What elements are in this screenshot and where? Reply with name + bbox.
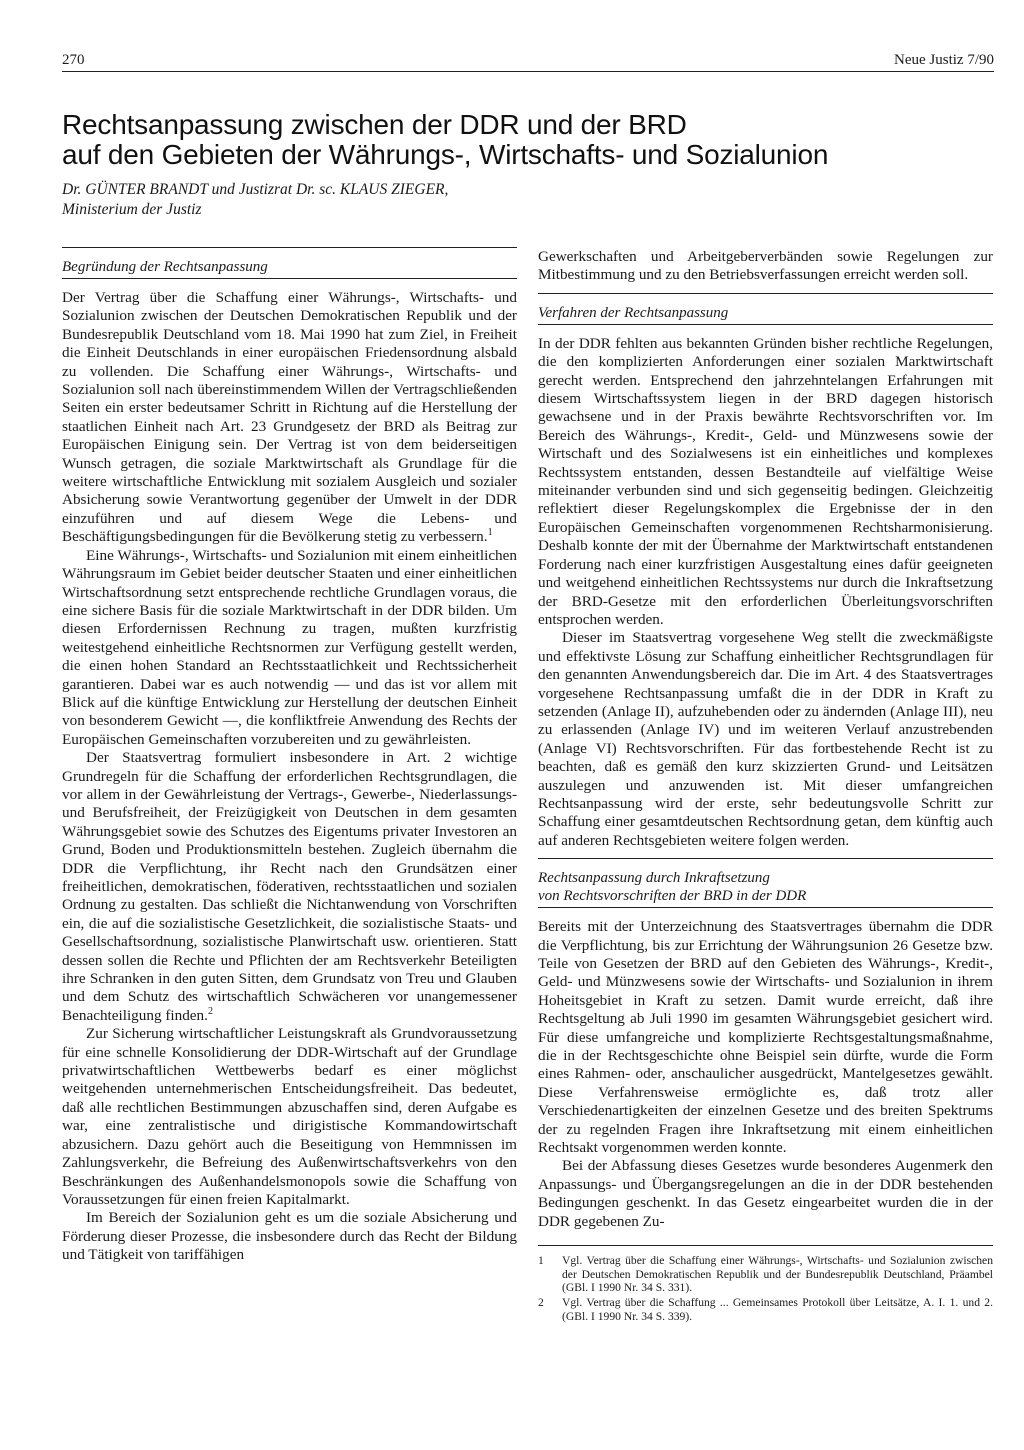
section-heading-text: von Rechtsvorschriften der BRD in der DDR xyxy=(538,888,807,905)
paragraph: Dieser im Staatsvertrag vorgesehene Weg stellt die zweckmäßigste und effektivste Lösung zur Schaffung einheitlicher Rechtsgrundlagen für den genannten Anwendungsbereich dar. Die im Art. 4 des Staatsvertrages vorgesehene Rechtsanpassung umfaßt die in der DDR in Kraft zu setzenden (Anlage II), aufzuhebenden oder zu ändernden (Anlage III), neu zu erlassenden (Anlage IV) und im weiteren Verlauf anzustrebenden (Anlage VI) Rechtsvorschriften. Für das fortbestehende Recht ist zu beachten, daß es gemäß den kurz skizzierten Grund- und Leitsätzen auszulegen und anzuwenden ist. Mit dieser umfangreichen Rechtsanpassung wird der erste, sehr bedeutungsvolle Schritt zur Schaffung einer gesamtdeutschen Rechtsordnung getan, dem künftig auch auf anderen Rechtsgebieten weitere folgen werden. xyxy=(538,629,993,849)
section-heading-text: Verfahren der Rechtsanpassung xyxy=(538,304,729,321)
authors-affiliation: Ministerium der Justiz xyxy=(62,201,202,218)
page-number: 270 xyxy=(62,52,85,68)
left-column xyxy=(62,247,517,1265)
title-line-2: auf den Gebieten der Währungs-, Wirtschafts- und Sozialunion xyxy=(62,139,829,170)
footnote-text: Vgl. Vertrag über die Schaffung ... Gemeinsames Protokoll über Leitsätze, A. I. 1. und 2. (GBl. I 1990 Nr. 34 S. 339). xyxy=(562,1296,993,1323)
section-heading xyxy=(538,858,993,908)
paragraph: Bereits mit der Unterzeichnung des Staatsvertrages übernahm die DDR die Verpflichtung, bis zur Errichtung der Währungsunion 26 Gesetze bzw. Teile von Gesetzen der BRD auf den Gebieten des Währungs-, Kredit-, Geld- und Münzwesens sowie der Wirtschafts- und Sozialunion in ihrem Hoheitsgebiet in Kraft zu setzen. Damit wurde erreicht, daß ihre Rechtsgeltung ab Juli 1990 im gesamten Währungsgebiet gesichert wird. Für diese umfangreiche und komplizierte Rechtsgestaltungsmaßnahme, die in der Rechtsgeschichte ohne Beispiel sein dürfte, wurde die Form eines Rahmen- oder, anschaulicher ausgedrückt, Mantelgesetzes gewählt. Diese Verfahrensweise ermöglichte es, daß trotz aller Verschiedenartigkeiten der einzelnen Gesetze und des breiten Spektrums der zu regelnden Fragen ihre Inkraftsetzung mit einem einheitlichen Rechtsakt vorgenommen werden konnte. xyxy=(538,918,993,1157)
footnote-ref: 2 xyxy=(207,1005,213,1017)
footnotes xyxy=(538,1245,993,1323)
paragraph xyxy=(62,289,517,547)
footnote xyxy=(538,1296,993,1323)
paragraph: Im Bereich der Sozialunion geht es um die soziale Absicherung und Förderung dieser Prozesse, die insbesondere durch das Recht der Bildung und Tätigkeit von tariffähigen xyxy=(62,1209,517,1264)
paragraph: In der DDR fehlten aus bekannten Gründen bisher rechtliche Regelungen, die den komplizierten Anforderungen einer sozialen Marktwirtschaft gerecht werden. Entsprechend den jahrzehntelangen Erfahrungen mit diesem Wirtschaftssystem liegen in der BRD dagegen historisch gewachsene und in der Praxis bewährte Rechtsvorschriften vor. Im Bereich des Währungs-, Kredit-, Geld- und Münzwesens sowie der Wirtschaft und des Sozialwesens ist ein einheitliches und komplexes Rechtssystem entstanden, dessen Bestandteile auf vielfältige Weise miteinander verbunden sind und sich gegenseitig bedingen. Gleichzeitig reflektiert dieser Regelungskomplex die Ergebnisse der in den Europäischen Gemeinschaften vorgenommenen Rechtsharmonisierung. Deshalb konnte der mit der Übernahme der Marktwirtschaft entstandenen Forderung nach einer kurzfristigen Ausgestaltung eines dafür geeigneten und weitgehend einheitlichen Rechtssystems nur durch die Inkraftsetzung der BRD-Gesetze mit den erforderlichen Überleitungsvorschriften entsprochen werden. xyxy=(538,334,993,628)
title-line-1: Rechtsanpassung zwischen der DDR und der BRD xyxy=(62,109,687,140)
paragraph-text: Der Vertrag über die Schaffung einer Währungs-, Wirtschafts- und Sozialunion zwischen der Deutschen Demokratischen Republik und der Bundesrepublik Deutschland vom 18. Mai 1990 hat zum Ziel, in Freiheit die Einheit Deutschlands in einer europäischen Friedensordnung alsbald zu vollenden. Die Schaffung einer Währungs-, Wirtschafts- und Sozialunion soll nach übereinstimmendem Willen der Vertragschließenden Seiten ein erster bedeutsamer Schritt in Richtung auf die Herstellung der staatlichen Einheit nach Art. 23 Grundgesetz der BRD als Beitrag zur Europäischen Einigung sein. Der Vertrag ist von dem beiderseitigen Wunsch getragen, die soziale Marktwirtschaft als Grundlage für die weitere wirtschaftliche Entwicklung mit sozialem Ausgleich und sozialer Absicherung sowie Verantwortung gegenüber der Umwelt in der DDR einzuführen und auf diesem Wege die Lebens- und Beschäftigungsbedingungen für die Bevölkerung stetig zu verbessern. xyxy=(62,289,517,546)
paragraph: Eine Währungs-, Wirtschafts- und Sozialunion mit einem einheitlichen Währungsraum im Gebiet beider deutscher Staaten und einer einheitlichen Wirtschaftsordnung setzt entsprechende rechtliche Grundlagen voraus, die eine sichere Basis für die soziale Marktwirtschaft in der DDR bilden. Um diesen Erfordernissen Rechnung zu tragen, mußten kurzfristig weitestgehend einheitliche Rechtsnormen zur Verfügung gestellt werden, die einen hohen Standard an Rechtsstaatlichkeit und Rechtssicherheit garantieren. Dabei war es auch notwendig — und das ist vor allem mit Blick auf die künftige Entwicklung zur Herstellung der deutschen Einheit von besonderem Gewicht —, die konfliktfreie Anwendung des Rechts der Europäischen Gemeinschaften vorzubereiten und zu gewährleisten. xyxy=(62,546,517,748)
paragraph-text: Der Staatsvertrag formuliert insbesondere in Art. 2 wichtige Grundregeln für die Schaffung der erforderlichen Rechtsgrundlagen, die vor allem in der Gewährleistung der Vertrags-, Gewerbe-, Niederlassungs- und Berufsfreiheit, der Freizügigkeit von Deutschen in dem gesamten Währungsgebiet sowie des Schutzes des Eigentums privater Investoren an Grund, Boden und Produktionsmitteln bestehen. Zugleich übernahm die DDR die Verpflichtung, ihr Recht nach den Grundsätzen einer freiheitlichen, demokratischen, föderativen, rechtsstaatlichen und sozialen Ordnung zu gestalten. Das schließt die Nichtanwendung von Vorschriften ein, die auf die sozialistische Gesetzlichkeit, die sozialistische Staats- und Gesellschaftsordnung, sozialistische Planwirtschaft usw. orientieren. Statt dessen sollen die Rechte und Pflichten der am Rechtsverkehr Beteiligten ihre Schranken in den guten Sitten, dem Grundsatz von Treu und Glauben und dem Schutz des wirtschaftlich Schwächeren vor unangemessener Benachteiligung finden. xyxy=(62,749,517,1024)
right-column xyxy=(538,248,993,1325)
footnote-ref: 1 xyxy=(487,527,493,539)
running-header xyxy=(62,52,994,72)
paragraph-continued: Gewerkschaften und Arbeitgeberverbänden sowie Regelungen zur Mitbestimmung und zu den Betriebsverfassungen erreicht werden soll. xyxy=(538,248,993,284)
section-heading-text: Begründung der Rechtsanpassung xyxy=(62,259,268,275)
article-authors xyxy=(62,180,962,220)
journal-issue: Neue Justiz 7/90 xyxy=(894,52,994,68)
footnote-number: 1 xyxy=(538,1254,544,1268)
section-heading xyxy=(538,293,993,325)
footnote-number: 2 xyxy=(538,1296,544,1310)
paragraph xyxy=(62,749,517,1025)
footnote xyxy=(538,1254,993,1294)
paragraph: Bei der Abfassung dieses Gesetzes wurde besonderes Augenmerk den Anpassungs- und Übergangsregelungen an die in der DDR bestehenden Bedingungen geschenkt. In das Gesetz eingearbeitet wurden die in der DDR gegebenen Zu- xyxy=(538,1157,993,1230)
authors-names: Dr. GÜNTER BRANDT und Justizrat Dr. sc. KLAUS ZIEGER, xyxy=(62,181,449,198)
footnote-text: Vgl. Vertrag über die Schaffung einer Währungs-, Wirtschafts- und Sozialunion zwischen der Deutschen Demokratischen Republik und der Bundesrepublik Deutschland, Präambel (GBl. I 1990 Nr. 34 S. 331). xyxy=(562,1254,993,1294)
article-title xyxy=(62,110,1002,170)
section-heading-text: Rechtsanpassung durch Inkraftsetzung xyxy=(538,870,770,887)
section-heading xyxy=(62,247,517,279)
paragraph: Zur Sicherung wirtschaftlicher Leistungskraft als Grundvoraussetzung für eine schnelle Konsolidierung der DDR-Wirtschaft auf der Grundlage privatwirtschaftlichen Wettbewerbs bedarf es einer möglichst weitgehenden unternehmerischen Entscheidungsfreiheit. Das bedeutet, daß alle rechtlichen Bestimmungen abzuschaffen sind, deren Aufgabe es war, eine zentralistische und dirigistische Kommandowirtschaft abzusichern. Dazu gehört auch die Beseitigung von Hemmnissen im Zahlungsverkehr, die Befreiung des Außenwirtschaftsverkehrs von den Beschränkungen des Außenhandelsmonopols sowie die Schaffung von Voraussetzungen für einen freien Kapitalmarkt. xyxy=(62,1025,517,1208)
